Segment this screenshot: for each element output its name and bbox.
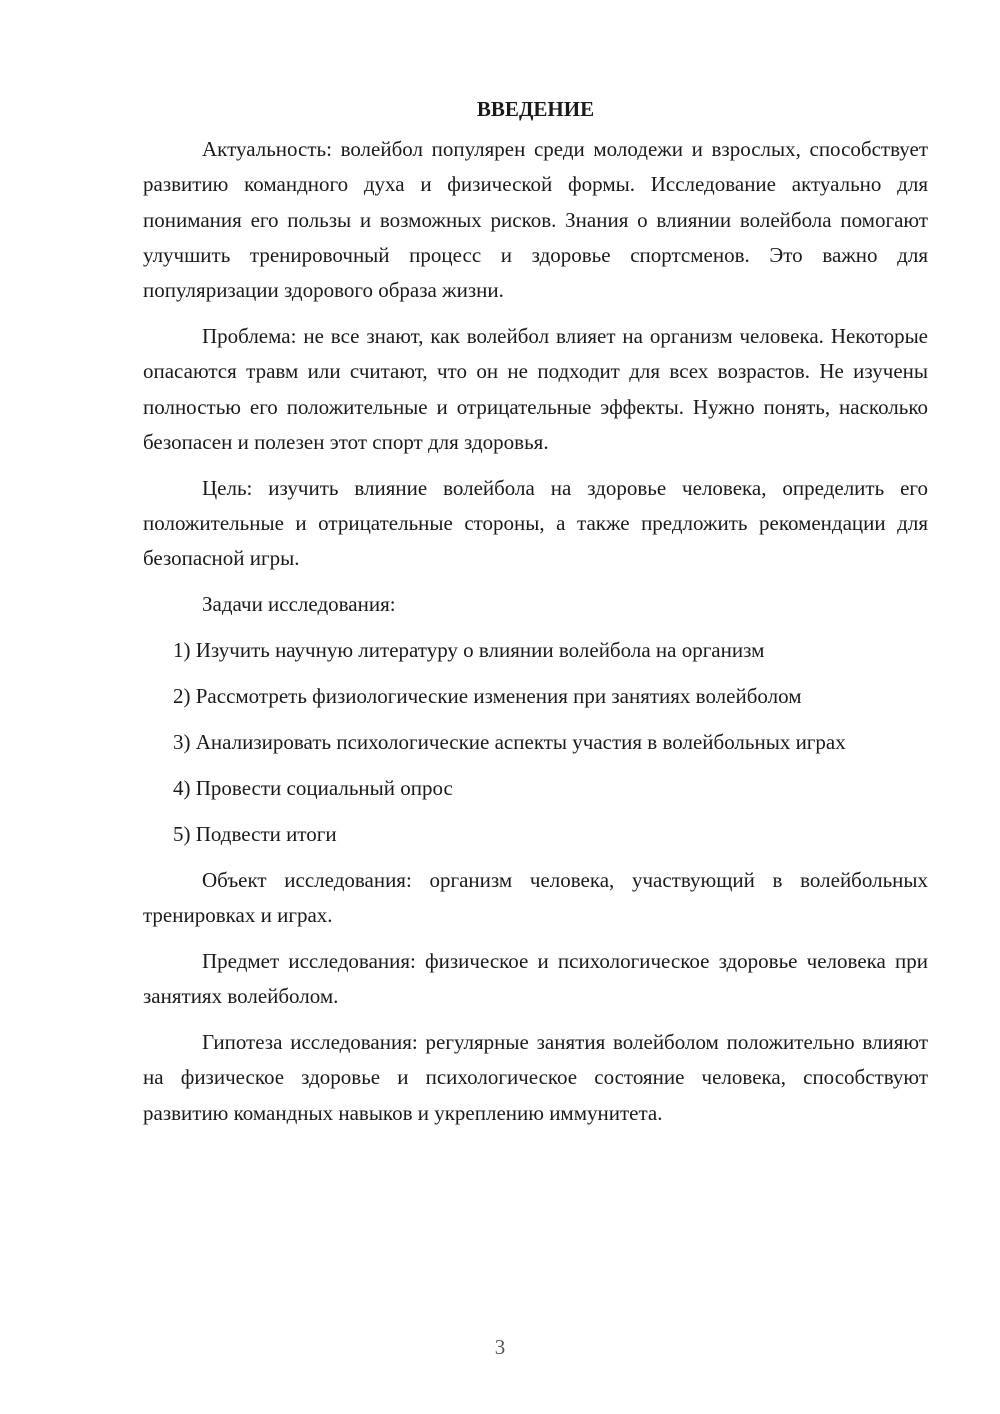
task-item-1: 1) Изучить научную литературу о влиянии волейбола на организм bbox=[173, 638, 765, 663]
task-item-4: 4) Провести социальный опрос bbox=[173, 775, 453, 800]
paragraph-object: Объект исследования: организм человека, участвующий в волейбольных тренировках и играх. bbox=[143, 867, 928, 927]
page-number: 3 bbox=[494, 1335, 506, 1359]
paragraph-problem: Проблема: не все знают, как волейбол влияет на организм человека. Некоторые опасаются травм или считают, что он не подходит для всех возрастов. Не изучены полностью его положительные и отрицательные эффекты. Нужно понять, насколько безопасен и полезен этот спорт для здоровья. bbox=[143, 324, 928, 454]
document-page bbox=[143, 92, 928, 1142]
task-item-5: 5) Подвести итоги bbox=[173, 821, 337, 846]
paragraph-hypothesis: Гипотеза исследования: регулярные занятия волейболом положительно влияют на физическое здоровье и психологическое состояние человека, способствуют развитию командных навыков и укреплению иммунитета. bbox=[143, 1030, 928, 1125]
paragraph-goal: Цель: изучить влияние волейбола на здоровье человека, определить его положительные и отрицательные стороны, а также предложить рекомендации для безопасной игры. bbox=[143, 475, 928, 571]
task-item-3: 3) Анализировать психологические аспекты участия в волейбольных играх bbox=[173, 730, 846, 755]
paragraph-subject: Предмет исследования: физическое и психологическое здоровье человека при занятиях волейболом. bbox=[143, 948, 928, 1009]
task-item-2: 2) Рассмотреть физиологические изменения при занятиях волейболом bbox=[173, 684, 802, 709]
section-title: ВВЕДЕНИЕ bbox=[476, 97, 595, 121]
paragraph-relevance: Актуальность: волейбол популярен среди молодежи и взрослых, способствует развитию командного духа и физической формы. Исследование актуально для понимания его пользы и возможных рисков. Знания о влиянии волейбола помогают улучшить тренировочный процесс и здоровье спортсменов. Это важно для популяризации здорового образа жизни. bbox=[143, 137, 928, 303]
tasks-heading: Задачи исследования: bbox=[202, 592, 396, 617]
